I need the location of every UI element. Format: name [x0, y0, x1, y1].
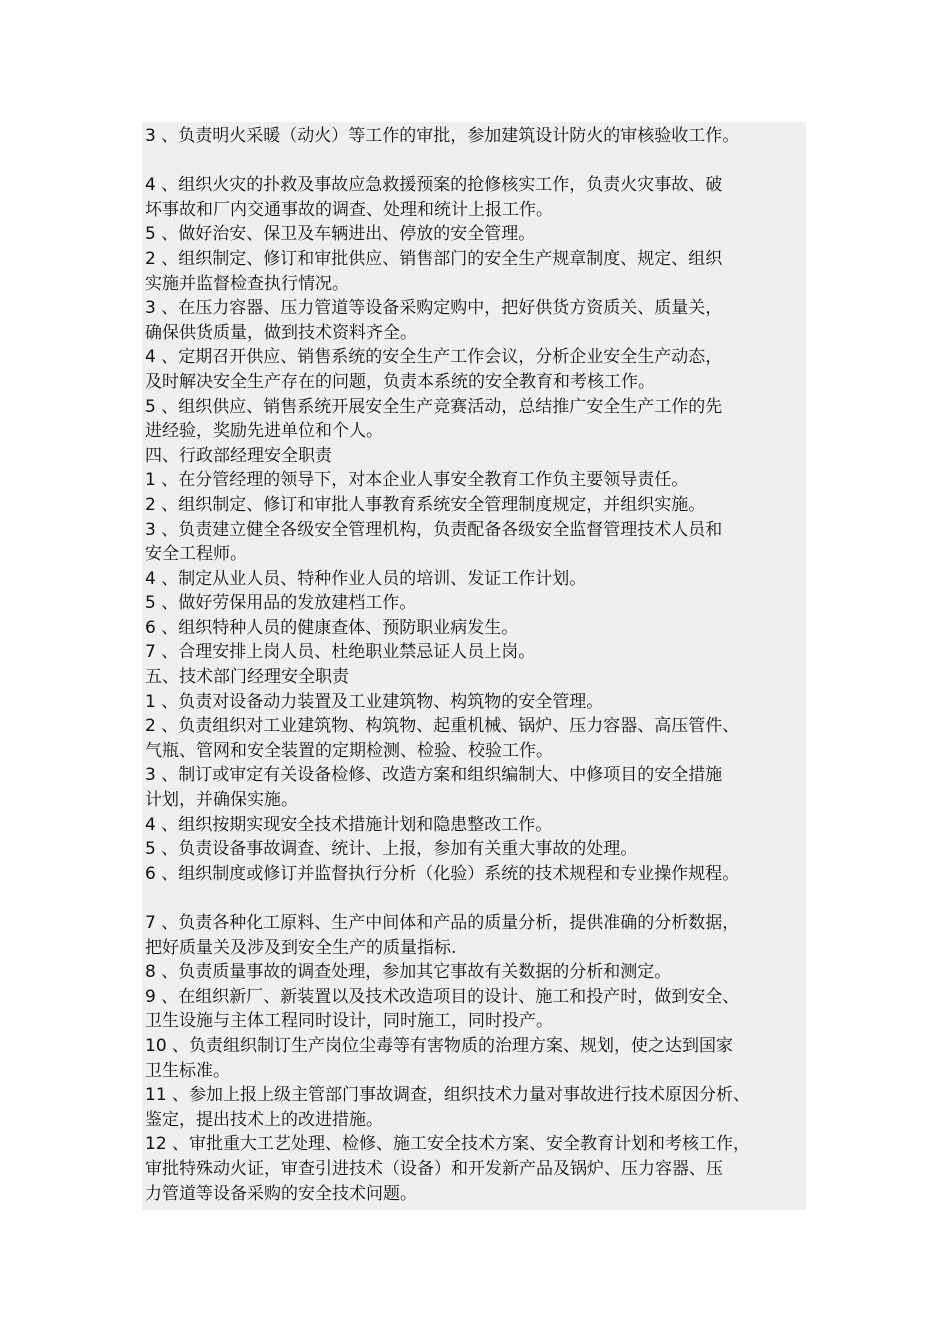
blank-line: [142, 149, 806, 174]
text-line: 6 、组织制度或修订并监督执行分析（化验）系统的技术规程和专业操作规程。: [145, 863, 740, 884]
text-line: 力管道等设备采购的安全技术问题。: [145, 1183, 417, 1204]
text-line: 气瓶、管网和安全装置的定期检测、检验、校验工作。: [145, 740, 553, 761]
text-line: 8 、负责质量事故的调查处理，参加其它事故有关数据的分析和测定。: [145, 962, 672, 983]
text-line: 及时解决安全生产存在的问题，负责本系统的安全教育和考核工作。: [145, 371, 655, 392]
text-line: 4 、组织按期实现安全技术措施计划和隐患整改工作。: [145, 814, 553, 835]
text-line: 坏事故和厂内交通事故的调查、处理和统计上报工作。: [145, 199, 553, 220]
text-line: 四、行政部经理安全职责: [145, 445, 332, 466]
text-line: 5 、做好劳保用品的发放建档工作。: [145, 593, 417, 614]
text-line: 计划，并确保实施。: [145, 790, 298, 811]
document-text-block: [142, 122, 806, 1210]
text-line: 把好质量关及涉及到安全生产的质量指标.: [145, 937, 457, 958]
text-line: 12 、审批重大工艺处理、检修、施工安全技术方案、安全教育计划和考核工作，: [145, 1134, 751, 1155]
text-line: 3 、在压力容器、压力管道等设备采购定购中，把好供货方资质关、质量关，: [145, 298, 723, 319]
text-line: 7 、合理安排上岗人员、杜绝职业禁忌证人员上岗。: [145, 642, 536, 663]
text-line: 2 、组织制定、修订和审批供应、销售部门的安全生产规章制度、规定、组织: [145, 248, 723, 269]
text-line: 5 、负责设备事故调查、统计、上报，参加有关重大事故的处理。: [145, 839, 638, 860]
text-line: 确保供货质量，做到技术资料齐全。: [145, 322, 417, 343]
text-line: 10 、负责组织制订生产岗位尘毒等有害物质的治理方案、规划，使之达到国家: [145, 1035, 734, 1056]
text-line: 3 、负责明火采暖（动火）等工作的审批，参加建筑设计防火的审核验收工作。: [145, 126, 740, 146]
text-line: 11 、参加上报上级主管部门事故调查，组织技术力量对事故进行技术原因分析、: [145, 1085, 751, 1106]
text-line: 4 、定期召开供应、销售系统的安全生产工作会议，分析企业安全生产动态，: [145, 347, 723, 368]
text-line: 1 、负责对设备动力装置及工业建筑物、构筑物的安全管理。: [145, 691, 604, 712]
text-line: 5 、做好治安、保卫及车辆进出、停放的安全管理。: [145, 224, 536, 245]
text-line: 3 、制订或审定有关设备检修、改造方案和组织编制大、中修项目的安全措施: [145, 765, 723, 786]
text-line: 4 、制定从业人员、特种作业人员的培训、发证工作计划。: [145, 568, 587, 589]
blank-line: [142, 886, 806, 911]
text-line: 6 、组织特种人员的健康查体、预防职业病发生。: [145, 617, 519, 638]
text-line: 实施并监督检查执行情况。: [145, 273, 349, 294]
text-line: 3 、负责建立健全各级安全管理机构，负责配备各级安全监督管理技术人员和: [145, 519, 723, 540]
text-line: 1 、在分管经理的领导下，对本企业人事安全教育工作负主要领导责任。: [145, 470, 689, 491]
text-line: 4 、组织火灾的扑救及事故应急救援预案的抢修核实工作，负责火灾事故、破: [145, 175, 723, 196]
text-line: 7 、负责各种化工原料、生产中间体和产品的质量分析，提供准确的分析数据，: [145, 913, 740, 933]
text-line: 审批特殊动火证，审查引进技术（设备）和开发新产品及锅炉、压力容器、压: [145, 1158, 723, 1179]
text-line: 鉴定，提出技术上的改进措施。: [145, 1109, 383, 1130]
text-line: 9 、在组织新厂、新装置以及技术改造项目的设计、施工和投产时，做到安全、: [145, 986, 740, 1007]
text-line: 进经验，奖励先进单位和个人。: [145, 421, 383, 442]
text-line: 2 、组织制定、修订和审批人事教育系统安全管理制度规定，并组织实施。: [145, 494, 706, 515]
text-line: 安全工程师。: [145, 544, 247, 565]
text-line: 5 、组织供应、销售系统开展安全生产竞赛活动，总结推广安全生产工作的先: [145, 396, 723, 417]
text-line: 卫生设施与主体工程同时设计，同时施工，同时投产。: [145, 1011, 553, 1032]
text-line: 2 、负责组织对工业建筑物、构筑物、起重机械、锅炉、压力容器、高压管件、: [145, 716, 740, 737]
text-line: 五、技术部门经理安全职责: [145, 667, 349, 688]
text-line: 卫生标准。: [145, 1060, 230, 1081]
